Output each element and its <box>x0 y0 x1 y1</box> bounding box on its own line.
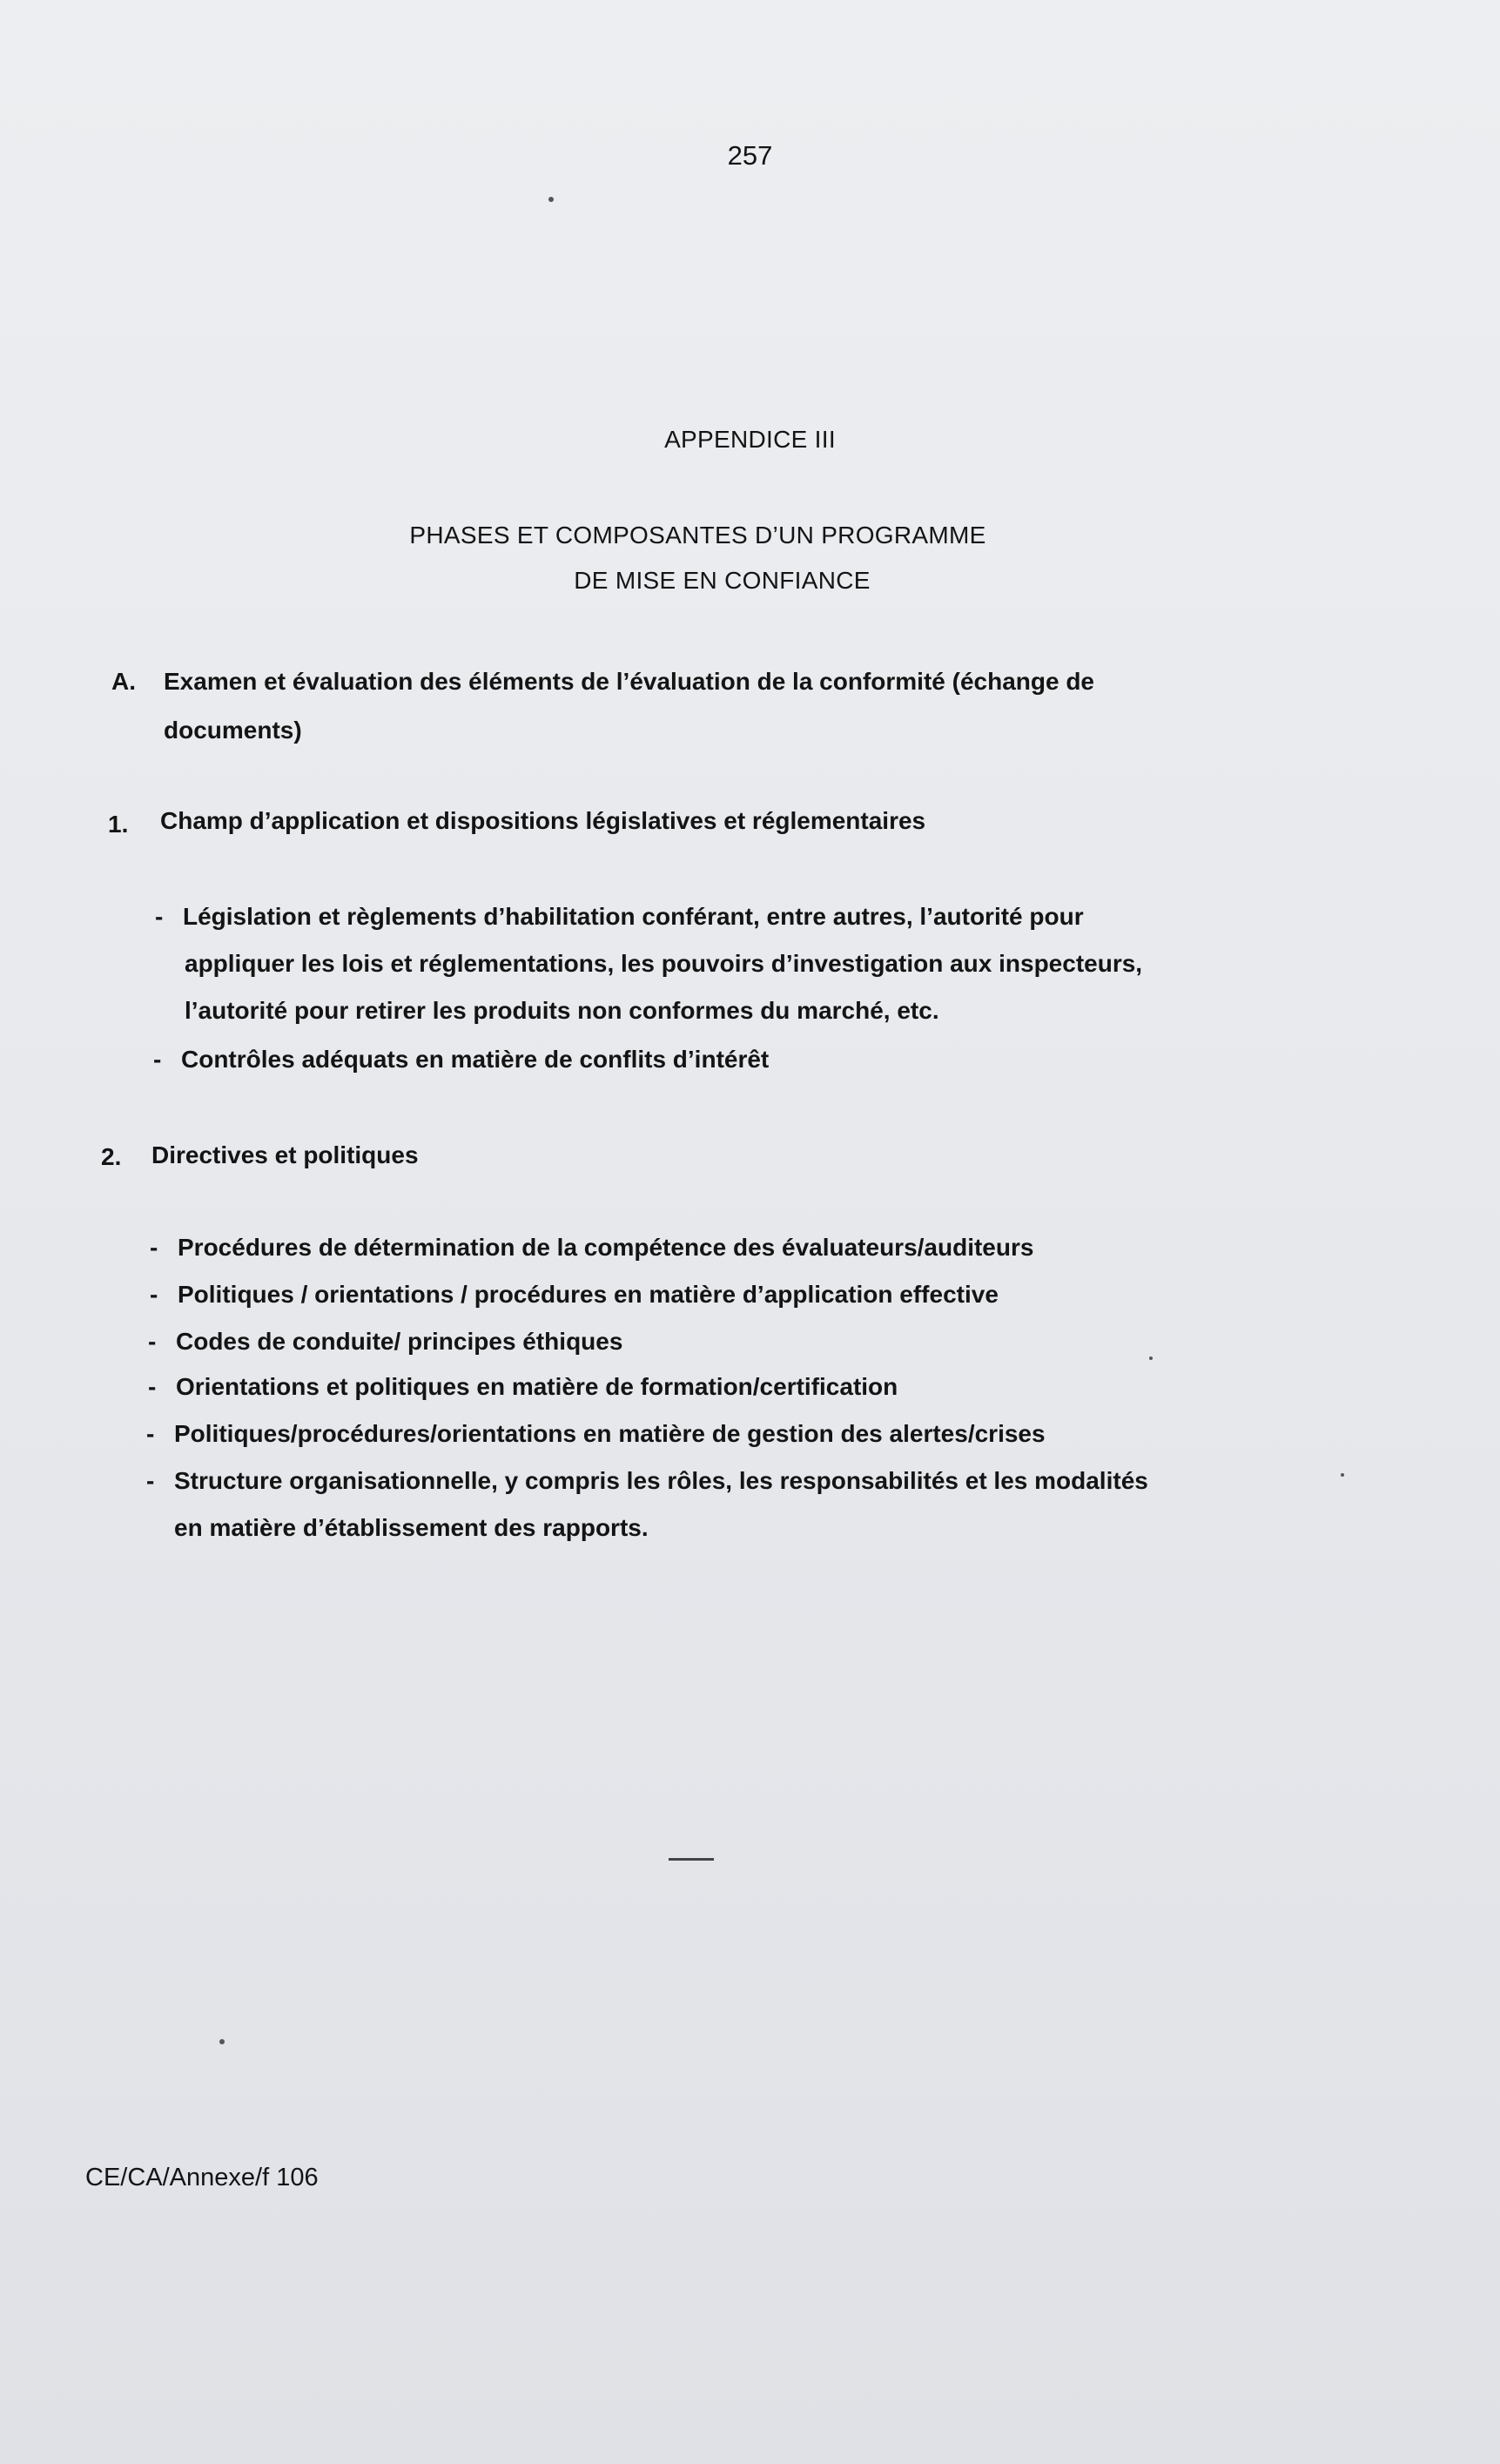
section-1-item-1-line2: appliquer les lois et réglementations, les pouvoirs d’investigation aux inspecteurs, <box>185 950 1143 977</box>
document-reference-footer: CE/CA/Annexe/f 106 <box>85 2164 319 2191</box>
section-2-item-3 <box>148 1327 622 1357</box>
main-title-line2: DE MISE EN CONFIANCE <box>574 567 871 594</box>
section-a-marker: A. <box>111 668 136 695</box>
section-1-number: 1. <box>108 811 129 838</box>
page-number: 257 <box>727 140 773 171</box>
list-item-text: Politiques / orientations / procédures en matière d’application effective <box>178 1281 999 1308</box>
section-a-line1: Examen et évaluation des éléments de l’évaluation de la conformité (échange de <box>164 668 1095 695</box>
section-2-item-1 <box>150 1233 1033 1262</box>
section-2-item-4 <box>148 1372 898 1402</box>
bullet-dash: - <box>146 1467 155 1494</box>
bullet-dash: - <box>148 1328 157 1355</box>
section-1-item-1-line3: l’autorité pour retirer les produits non conformes du marché, etc. <box>185 997 939 1024</box>
section-2-title: Directives et politiques <box>151 1141 419 1168</box>
end-of-text-mark <box>669 1858 714 1861</box>
list-item-text: Contrôles adéquats en matière de conflits d’intérêt <box>181 1046 770 1073</box>
appendix-title: APPENDICE III <box>664 426 836 453</box>
list-item-text: Codes de conduite/ principes éthiques <box>176 1328 623 1355</box>
list-item-text: Procédures de détermination de la compétence des évaluateurs/auditeurs <box>178 1234 1034 1261</box>
list-item-text: Politiques/procédures/orientations en matière de gestion des alertes/crises <box>174 1420 1046 1447</box>
bullet-dash: - <box>150 1281 158 1308</box>
bullet-dash: - <box>146 1420 155 1447</box>
section-a-line2: documents) <box>164 717 302 744</box>
bullet-dash: - <box>153 1046 162 1073</box>
section-2-item-2 <box>150 1280 999 1309</box>
main-title-line1: PHASES ET COMPOSANTES D’UN PROGRAMME <box>409 522 986 549</box>
speck <box>1149 1357 1153 1360</box>
section-1-title: Champ d’application et dispositions législatives et réglementaires <box>160 807 926 834</box>
list-item-text: Orientations et politiques en matière de formation/certification <box>176 1373 898 1400</box>
bullet-dash: - <box>150 1234 158 1261</box>
speck <box>1341 1473 1344 1477</box>
list-item-text: Structure organisationnelle, y compris les rôles, les responsabilités et les modalités <box>174 1467 1148 1494</box>
section-2-number: 2. <box>101 1143 122 1170</box>
list-item-text: Législation et règlements d’habilitation conférant, entre autres, l’autorité pour <box>183 903 1084 930</box>
section-2-item-5 <box>146 1419 1046 1449</box>
speck <box>548 197 554 202</box>
section-2-item-6-line1 <box>146 1466 1148 1496</box>
speck <box>219 2039 225 2044</box>
section-1-item-1-line1 <box>155 902 1084 932</box>
section-1-item-2 <box>153 1045 769 1074</box>
bullet-dash: - <box>148 1373 157 1400</box>
bullet-dash: - <box>155 903 164 930</box>
section-2-item-6-line2: en matière d’établissement des rapports. <box>174 1514 649 1541</box>
